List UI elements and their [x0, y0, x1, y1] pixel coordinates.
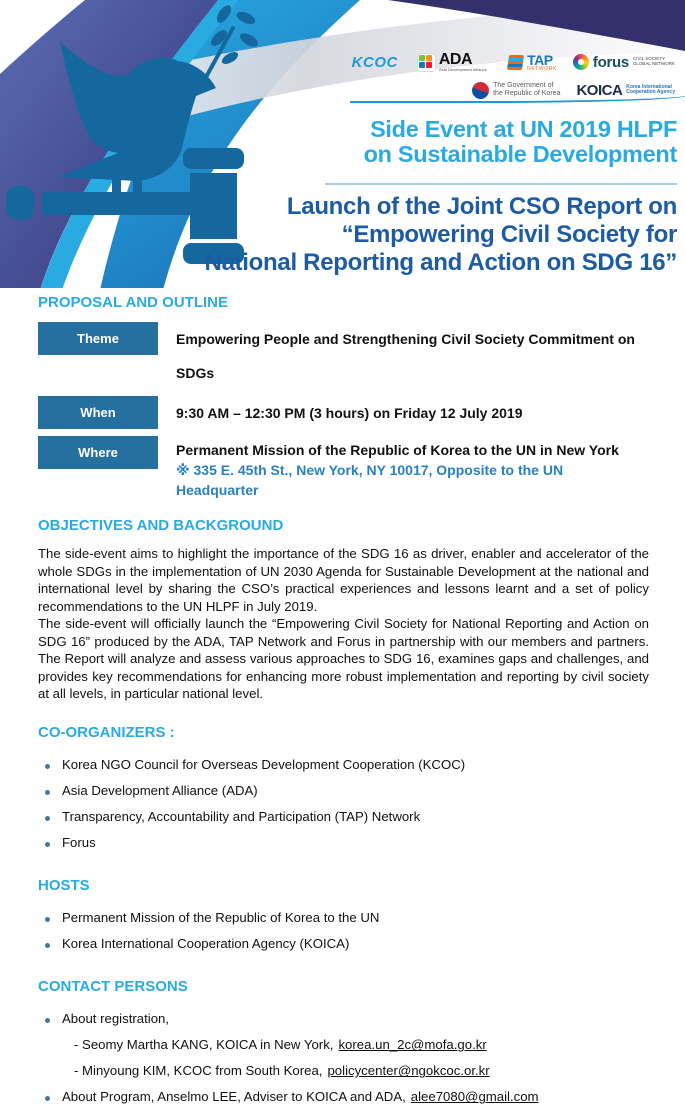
tap-stripes-icon	[507, 55, 524, 70]
report-title	[205, 193, 677, 277]
forus-flower-icon	[573, 54, 589, 70]
where-label: Where	[38, 436, 158, 469]
section-hosts	[38, 877, 649, 957]
koica-logo-text: KOICA	[576, 81, 623, 99]
contact-registration-item	[38, 1032, 649, 1058]
header	[0, 0, 685, 288]
report-title-line3: National Reporting and Action on SDG 16”	[204, 249, 677, 277]
tap-logo-subtext: NETWORK	[527, 65, 557, 72]
forus-logo-subtext-2: GLOBAL NETWORK	[632, 61, 675, 67]
where-address-note: ※ 335 E. 45th St., New York, NY 10017, Opposite to the UN Headquarter	[176, 462, 564, 498]
contacts-heading: CONTACT PERSONS	[38, 977, 188, 995]
section-objectives	[38, 517, 649, 703]
ada-grid-icon	[418, 54, 435, 71]
proposal-row-when	[38, 396, 649, 430]
tap-logo-text: TAP	[527, 51, 553, 68]
where-value	[176, 436, 649, 500]
co-organizer-item: Korea NGO Council for Overseas Development Cooperation (KCOC)	[38, 752, 649, 778]
co-organizers-heading: CO-ORGANIZERS :	[38, 723, 175, 741]
koica-logo-subtext-2: Cooperation Agency	[626, 89, 675, 96]
gov-logo-text-1: The Government of	[493, 81, 554, 89]
event-title	[364, 117, 677, 168]
host-item: Permanent Mission of the Republic of Korea to the UN	[38, 905, 649, 931]
gov-logo-text-2: the Republic of Korea	[493, 90, 561, 98]
co-organizer-item: Transparency, Accountability and Participation (TAP) Network	[38, 804, 649, 830]
event-title-line1: Side Event at UN 2019 HLPF	[370, 116, 677, 142]
host-item: Korea International Cooperation Agency (KOICA)	[38, 931, 649, 957]
objectives-paragraph-1: The side-event aims to highlight the importance of the SDG 16 as driver, enabler and accelerator of the whole SDGs in the implementation of UN 2030 Agenda for Sustainable Development at the national and international level by sharing the CSO’s practical experiences and lessons learnt and a set of policy recommendations to the UN HLPF in July 2019.	[38, 546, 649, 614]
contact-program-item	[38, 1084, 649, 1110]
section-proposal	[38, 294, 649, 500]
section-co-organizers	[38, 724, 649, 856]
email-link-lee[interactable]: alee7080@gmail.com	[410, 1089, 539, 1105]
koica-logo-subtext-1: Korea International	[626, 83, 672, 90]
email-link-kim[interactable]: policycenter@ngokcoc.or.kr	[327, 1063, 490, 1079]
hosts-heading: HOSTS	[38, 876, 90, 894]
when-value: 9:30 AM – 12:30 PM (3 hours) on Friday 12 July 2019	[176, 405, 523, 421]
tap-network-logo	[508, 53, 557, 72]
ada-logo	[418, 52, 492, 73]
contact-registration-item	[38, 1058, 649, 1084]
proposal-row-where	[38, 436, 649, 500]
ada-logo-subtext: Asia Development Alliance	[438, 67, 487, 72]
proposal-heading: PROPOSAL AND OUTLINE	[38, 294, 229, 311]
report-title-line2: “Empowering Civil Society for	[341, 221, 677, 249]
forus-logo-text: forus	[592, 53, 629, 71]
where-venue: Permanent Mission of the Republic of Korea to the UN in New York	[176, 442, 619, 458]
proposal-row-theme	[38, 322, 649, 390]
objectives-paragraph-2: The side-event will officially launch the “Empowering Civil Society for National Reporting and Action on SDG 16” produced by the ADA, TAP Network and Forus in partnership with our members and partners. The Report will analyze and assess various approaches to SDG 16, examines gaps and challenges, and provides key recommendations for enhancing more robust implementation and reporting by civil society at all levels, in particular national level.	[38, 616, 649, 702]
logo-row-top	[352, 52, 675, 73]
ada-logo-text: ADA	[438, 51, 473, 68]
title-divider	[325, 183, 677, 185]
contact-person-text: - Minyoung KIM, KCOC from South Korea,	[74, 1063, 323, 1079]
objectives-heading: OBJECTIVES AND BACKGROUND	[38, 517, 284, 534]
contact-person-text: About Program, Anselmo LEE, Adviser to KOICA and ADA,	[62, 1089, 406, 1105]
partner-logos	[352, 52, 675, 99]
theme-value: Empowering People and Strengthening Civil Society Commitment on SDGs	[176, 331, 635, 381]
contact-person-text: - Seomy Martha KANG, KOICA in New York,	[74, 1037, 334, 1053]
report-title-line1: Launch of the Joint CSO Report on	[286, 193, 677, 220]
theme-label: Theme	[38, 322, 158, 355]
co-organizer-item: Forus	[38, 830, 649, 856]
contact-registration-label: About registration,	[38, 1006, 649, 1032]
forus-logo-subtext-1: CIVIL SOCIETY	[632, 56, 665, 62]
co-organizer-item: Asia Development Alliance (ADA)	[38, 778, 649, 804]
when-label: When	[38, 396, 158, 429]
main-content	[0, 288, 685, 1110]
kcoc-logo-text: KCOC	[351, 53, 398, 71]
kcoc-logo	[352, 54, 402, 71]
section-contacts	[38, 978, 649, 1110]
event-title-line2: on Sustainable Development	[363, 141, 677, 168]
email-link-kang[interactable]: korea.un_2c@mofa.go.kr	[338, 1037, 487, 1053]
forus-logo	[573, 54, 675, 71]
